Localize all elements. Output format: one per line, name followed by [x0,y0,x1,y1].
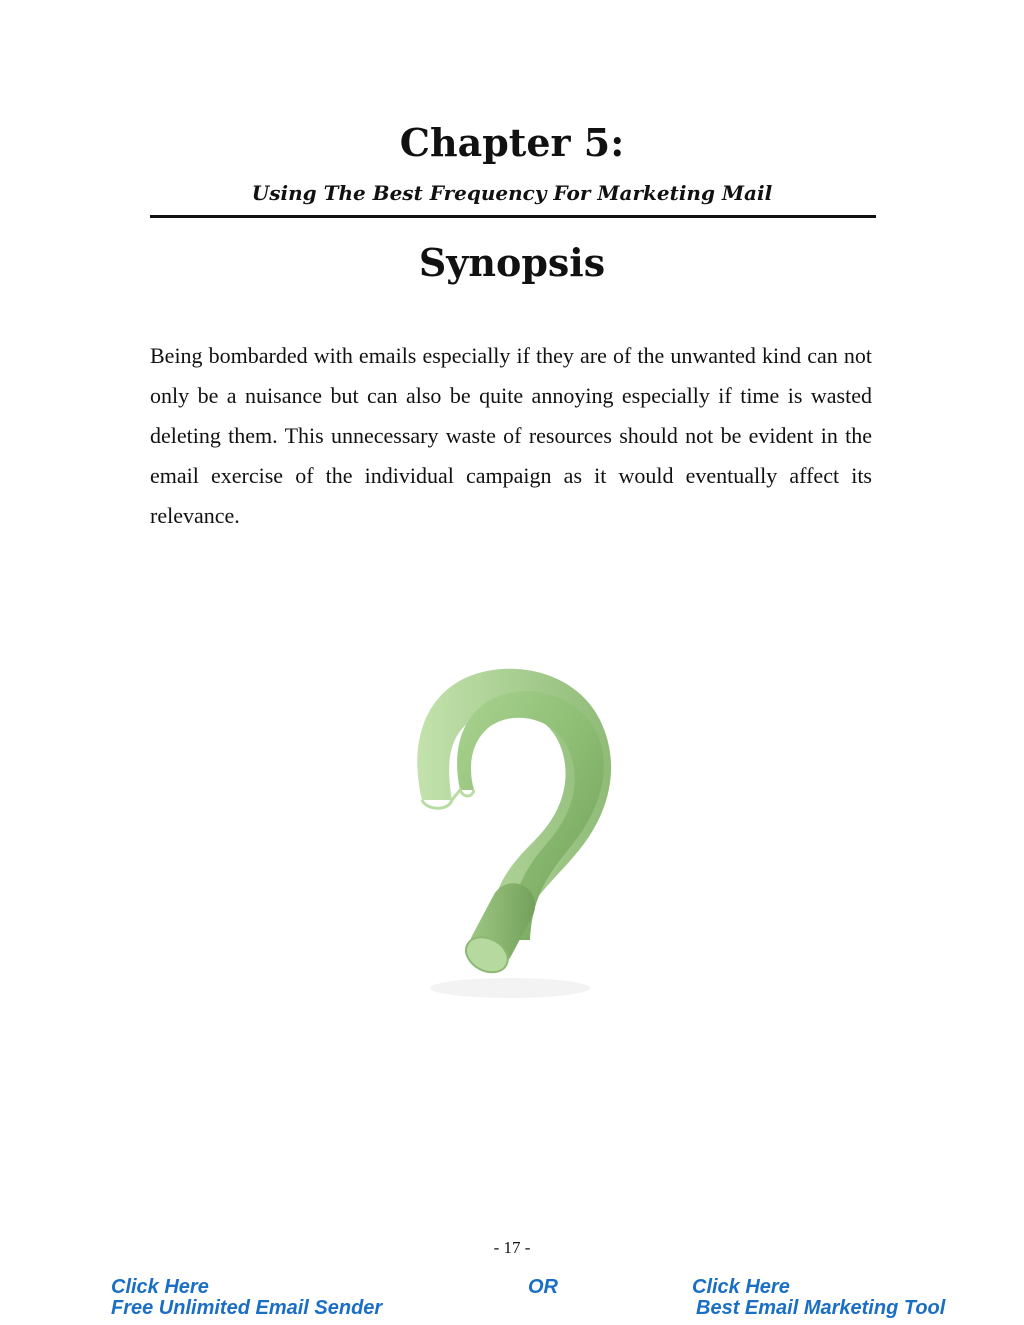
footer-left-click-here-link[interactable]: Click Here [111,1276,209,1298]
question-mark-icon [360,640,680,1020]
synopsis-paragraph: Being bombarded with emails especially if they are of the unwanted kind can not only be a nuisance but can also be quite annoying especially if time is wasted deleting them. This unnecessary waste of resources should not be evident in the email exercise of the individual campaign as it would eventually affect its relevance. [150,343,872,528]
footer-right-click-here-link[interactable]: Click Here [692,1276,790,1298]
chapter-subtitle: Using The Best Frequency For Marketing Mail [251,181,773,205]
chapter-title: Chapter 5: [399,120,625,165]
free-unlimited-email-sender-link[interactable]: Free Unlimited Email Sender [111,1297,383,1319]
title-divider [150,215,876,218]
best-email-marketing-tool-link[interactable]: Best Email Marketing Tool [696,1297,946,1319]
page-number: - 17 - [493,1238,531,1257]
footer-or-separator: OR [528,1276,558,1298]
section-heading: Synopsis [418,240,606,285]
